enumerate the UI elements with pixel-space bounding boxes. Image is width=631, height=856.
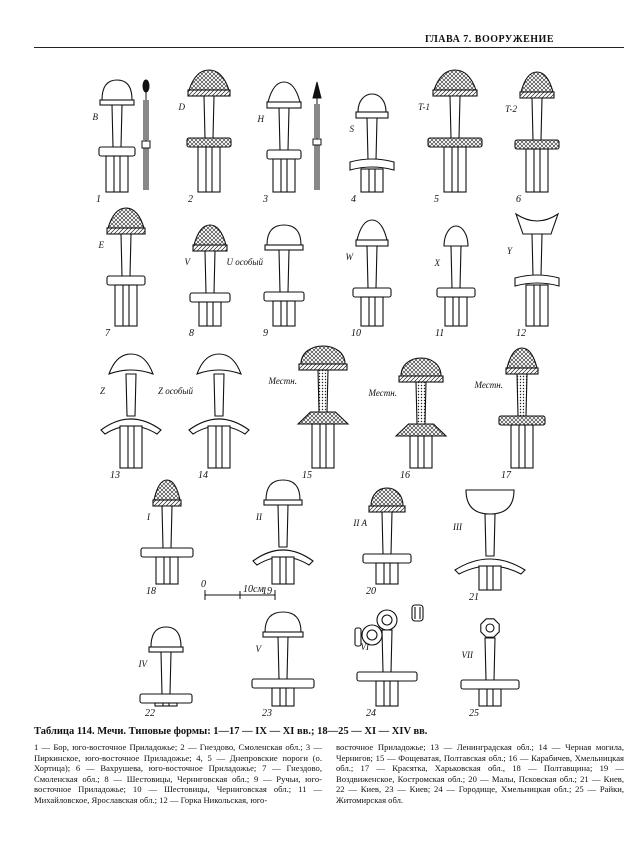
sword-type-label: U особый <box>226 257 263 267</box>
sword-number: 25 <box>469 708 479 719</box>
sword-type-label: IV <box>138 659 147 669</box>
sword-number: 16 <box>400 470 410 481</box>
sword-number: 9 <box>263 328 268 339</box>
sword-number: 4 <box>351 194 356 205</box>
sword-type-label: I <box>147 512 150 522</box>
sword-number: 1 <box>96 194 101 205</box>
sword-1 <box>93 80 136 205</box>
sword-type-label: Z особый <box>157 386 193 396</box>
scale-end-label: 10см <box>243 584 264 595</box>
sword-21 <box>452 490 525 603</box>
sword-3 <box>257 82 302 205</box>
sword-15 <box>268 346 348 481</box>
sword-number: 19 <box>262 586 272 597</box>
sword-number: 15 <box>302 470 312 481</box>
sword-11 <box>434 226 476 339</box>
sword-number: 17 <box>501 470 511 481</box>
caption-title: Таблица 114. Мечи. Типовые формы: 1—17 — IX — XI вв.; 18—25 — XI — XIV вв. <box>34 726 428 737</box>
sword-number: 21 <box>469 592 479 603</box>
sword-2 <box>178 70 232 205</box>
sword-number: 23 <box>262 708 272 719</box>
sword-type-label: VI <box>360 642 369 652</box>
sword-10 <box>346 220 392 339</box>
sword-type-label: Местн. <box>368 388 397 398</box>
sword-number: 12 <box>516 328 526 339</box>
sword-type-label: Местн. <box>268 376 297 386</box>
sword-number: 18 <box>146 586 156 597</box>
caption-right-column: восточное Приладожье; 13 — Ленинградская обл.; 14 — Черная могила, Чернигов; 15 — Фощеватая, Полтавская обл.; 16 — Карабичев, Хмельницкая обл.; 17 — Красятка, Харьковская обл., 18 — Полтавщина; 19 — Воздвиженское, Костромская обл.; 20 — Малы, Псковская обл.; 21 — Киев, 22 — Киев, 23 — Киев; 24 — Городище, Хмельницкая обл.; 25 — Райки, Житомирская обл. <box>336 742 624 805</box>
sword-13 <box>100 354 161 481</box>
sword-type-label: H <box>257 114 264 124</box>
sword-type-label: Местн. <box>474 380 503 390</box>
sword-number: 14 <box>198 470 208 481</box>
side-profile-3 <box>313 82 321 190</box>
sword-17 <box>474 348 545 481</box>
scale-zero-label: 0 <box>201 579 206 590</box>
sword-type-label: B <box>92 112 98 122</box>
sword-18 <box>141 480 193 597</box>
sword-type-label: W <box>345 252 353 262</box>
sword-type-label: III <box>453 522 462 532</box>
sword-type-label: T-2 <box>505 104 517 114</box>
sword-number: 2 <box>188 194 193 205</box>
sword-number: 11 <box>435 328 445 339</box>
sword-number: 3 <box>263 194 268 205</box>
sword-number: 10 <box>351 328 361 339</box>
sword-number: 5 <box>434 194 439 205</box>
sword-type-label: Y <box>506 246 512 256</box>
sword-type-label: S <box>349 124 354 134</box>
sword-number: 6 <box>516 194 521 205</box>
sword-20 <box>352 488 411 597</box>
sword-number: 7 <box>105 328 110 339</box>
sword-4 <box>350 94 395 205</box>
sword-7 <box>98 208 146 339</box>
sword-type-label: II <box>256 512 262 522</box>
sword-6 <box>505 72 559 205</box>
sword-type-label: V <box>184 257 190 267</box>
sword-type-label: X <box>434 258 440 268</box>
sword-25 <box>461 619 519 719</box>
sword-type-label: V <box>255 644 261 654</box>
sword-type-label: D <box>178 102 185 112</box>
caption-left-column: 1 — Бор, юго-восточное Приладожье; 2 — Гнездово, Смоленская обл.; 3 — Пиркинское, юго-восточное Приладожье; 4, 5 — Днепровские пороги (о. Хортица); 6 — Вахрушева, юго-восточное Приладожье; 7 — Гнездово, Смоленская обл.; 8 — Шестовицы, Черниговская обл.; 9 — Ручьи, юго-восточное Приладожье; 10 — Шестовицы, Черниговская обл.; 11 — Михайловское, Ярославская обл.; 12 — Горка Никольская, юго- <box>34 742 322 805</box>
sword-number: 13 <box>110 470 120 481</box>
sword-8 <box>185 225 231 339</box>
sword-type-label: II A <box>353 518 367 528</box>
sword-14 <box>158 354 249 481</box>
sword-type-label: VII <box>461 650 473 660</box>
sword-16 <box>368 358 446 481</box>
sword-type-label: E <box>98 240 104 250</box>
sword-number: 20 <box>366 586 376 597</box>
sword-22 <box>138 627 193 719</box>
sword-19 <box>253 480 313 597</box>
caption-body <box>34 742 624 806</box>
side-profile-1 <box>142 80 150 190</box>
sword-number: 24 <box>366 708 376 719</box>
sword-type-label: T-1 <box>418 102 430 112</box>
chapter-header: ГЛАВА 7. ВООРУЖЕНИЕ <box>425 34 554 45</box>
sword-23 <box>252 612 314 719</box>
sword-9 <box>226 225 304 339</box>
sword-number: 8 <box>189 328 194 339</box>
sword-5 <box>418 70 482 205</box>
sword-12 <box>507 214 559 339</box>
sword-number: 22 <box>145 708 155 719</box>
sword-type-label: Z <box>99 386 105 396</box>
